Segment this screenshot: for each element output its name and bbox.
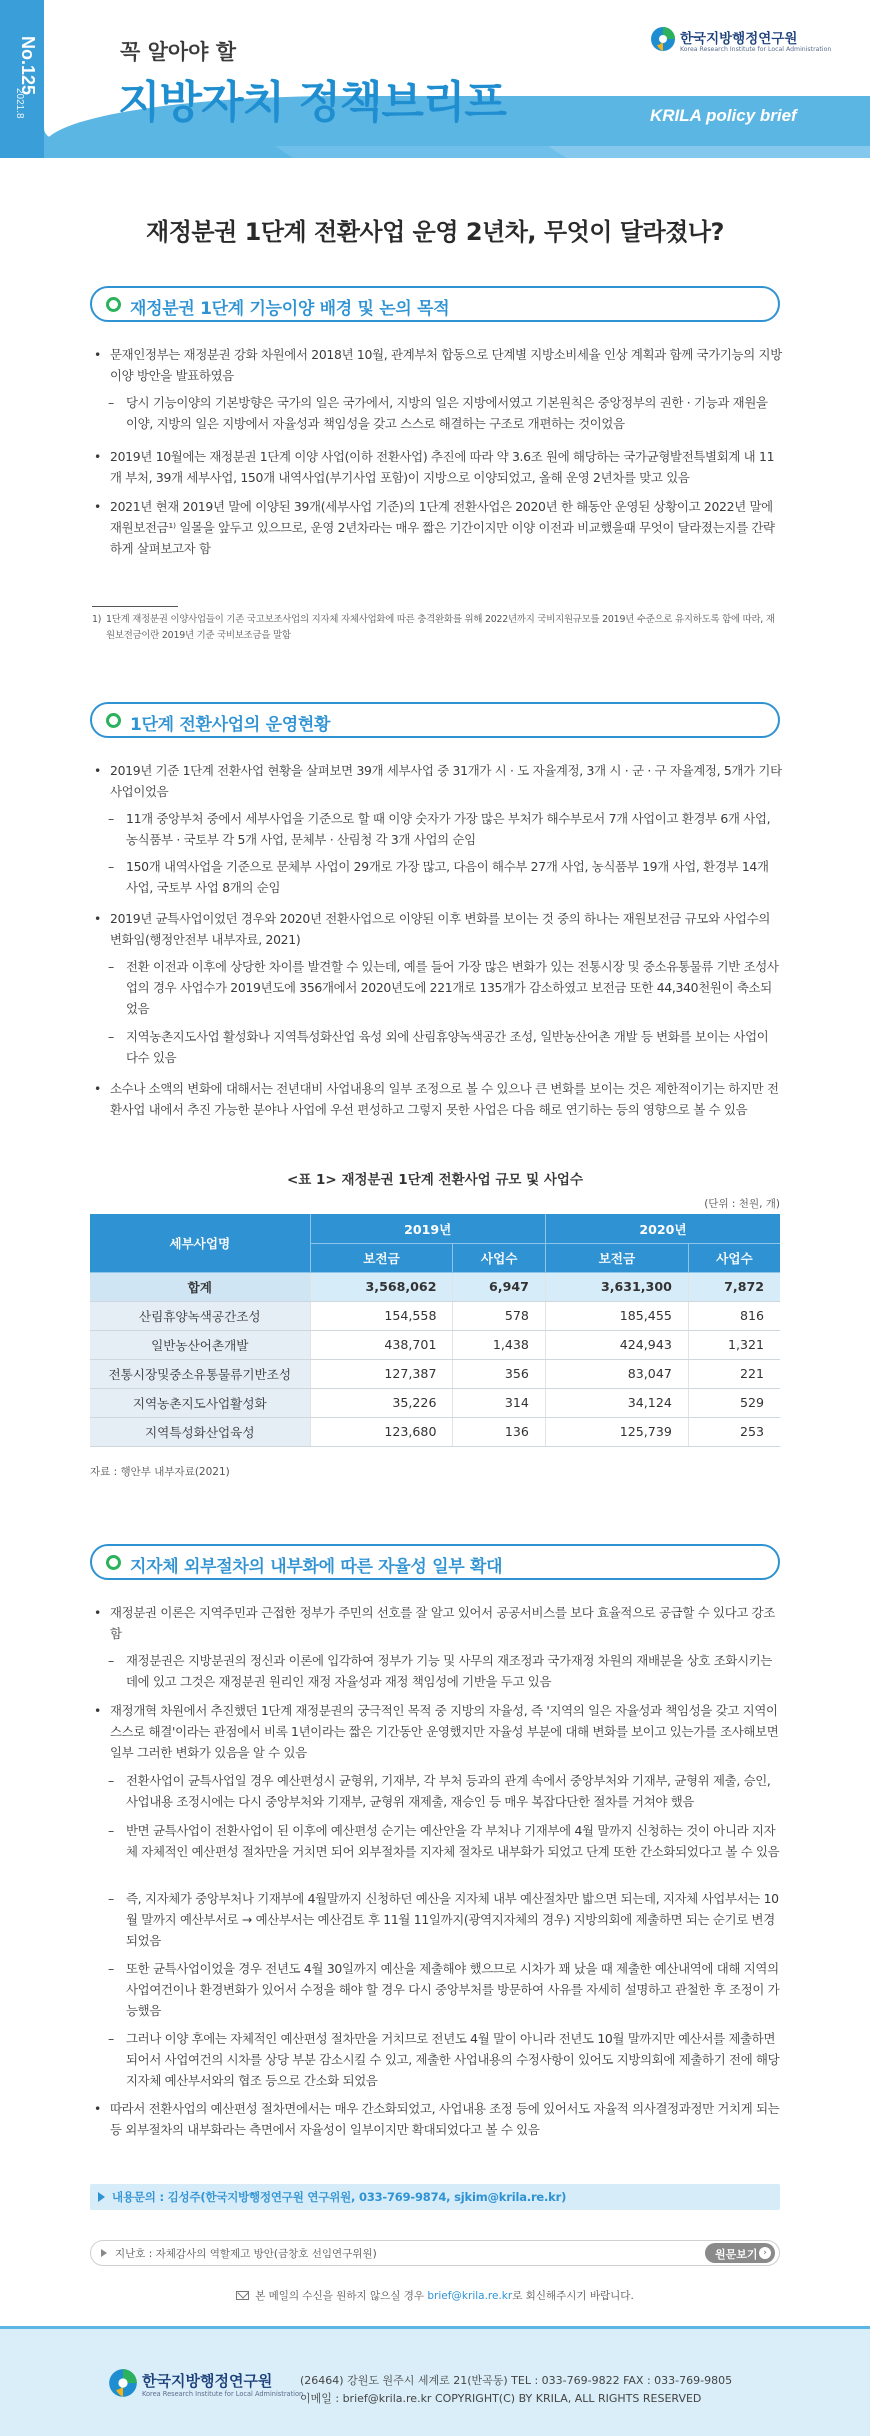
footer-address: (26464) 강원도 원주시 세계로 21(반곡동) TEL : 033-769-9822 FAX : 033-769-9805 xyxy=(300,2374,733,2387)
bullet-text: 반면 균특사업이 전환사업이 된 이후에 예산편성 순기는 예산안을 각 부처나 기재부에 4월 말까지 신청하는 것이 아니라 지자체 자체적인 예산편성 절차만을 거치면 되어 외부절차를 지자체 절차로 내부화가 되었고 단계 또한 간소화되었다고 볼 수 있음 xyxy=(126,1823,780,1859)
table-cell: 전통시장및중소유통물류기반조성 xyxy=(90,1359,310,1388)
section-heading-background xyxy=(90,1544,780,1580)
bullet-item xyxy=(92,1700,782,1763)
bullet-text: 전환 이전과 이후에 상당한 차이를 발견할 수 있는데, 예를 들어 가장 많은 변화가 있는 전통시장 및 중소유통물류 기반 조성사업의 경우 사업수가 2019년도에 356개에서 2020년도에 221개로 135개가 감소하였고 보전금 또한 44,340천원이 축소되었음 xyxy=(126,959,779,1016)
sub-bullet-item xyxy=(108,1026,780,1068)
dash-mark: – xyxy=(108,1029,114,1044)
dash-mark: – xyxy=(108,811,114,826)
table-header-cell: 사업수 xyxy=(453,1243,545,1272)
table-header-cell: 보전금 xyxy=(310,1243,453,1272)
circle-bullet-icon xyxy=(106,297,121,312)
section-heading-text: 재정분권 1단계 기능이양 배경 및 논의 목적 xyxy=(130,299,450,319)
table-cell: 일반농산어촌개발 xyxy=(90,1330,310,1359)
sub-bullet-item xyxy=(108,1820,780,1862)
policy-brief-label: KRILA policy brief xyxy=(650,106,797,125)
table-cell: 136 xyxy=(453,1417,545,1446)
table-row xyxy=(90,1301,780,1330)
section-heading-background xyxy=(90,702,780,738)
bullet-item xyxy=(92,908,782,950)
table-title: <표 1> 재정분권 1단계 전환사업 규모 및 사업수 xyxy=(286,1172,583,1188)
brand-logo xyxy=(650,24,860,64)
bullet-text: 또한 균특사업이었을 경우 전년도 4월 30일까지 예산을 제출해야 했으므로 시차가 꽤 났을 때 제출한 예산내역에 대해 지역의 사업여건이나 환경변화가 있어서 수정을 해야 할 경우 다시 중앙부처를 방문하여 사유를 자세히 설명하고 관철한 후 조정이 가능했음 xyxy=(126,1961,780,2018)
footnote-mark: 1) xyxy=(92,614,102,625)
sub-bullet-item xyxy=(108,956,780,1019)
bullet-text: 2019년 균특사업이었던 경우와 2020년 전환사업으로 이양된 이후 변화를 보이는 것 중의 하나는 재원보전금 규모와 사업수의 변화임(행정안전부 내부자료, 2021) xyxy=(110,911,771,947)
header-title: 지방자치 정책브리프 xyxy=(118,77,506,128)
previous-issue-bar[interactable] xyxy=(90,2240,780,2266)
table-header-cell: 보전금 xyxy=(545,1243,688,1272)
sub-bullet-item xyxy=(108,856,780,898)
footer-divider xyxy=(0,2326,870,2329)
issue-number: No.125 xyxy=(18,36,38,96)
bullet-text: 그러나 이양 후에는 자체적인 예산편성 절차만을 거치므로 전년도 4월 말이 아니라 전년도 10월 말까지만 예산서를 제출하면 되어서 사업여건의 시차를 상당 부분 감소시킬 수 있고, 제출한 사업내용의 수정사항이 있어도 지방의회에 제출하기 전에 해당 지자체 예산부서와의 협조 등으로 간소화 되었음 xyxy=(126,2031,780,2088)
table-cell: 314 xyxy=(453,1388,545,1417)
bullet-mark: • xyxy=(94,911,102,926)
table-cell: 127,387 xyxy=(310,1359,453,1388)
footnote-divider xyxy=(92,606,178,607)
table-cell: 185,455 xyxy=(545,1301,688,1330)
bullet-item xyxy=(92,760,782,802)
dash-mark: – xyxy=(108,1891,114,1906)
dash-mark: – xyxy=(108,959,114,974)
bullet-text: 재정분권 이론은 지역주민과 근접한 정부가 주민의 선호를 잘 알고 있어서 공공서비스를 보다 효율적으로 공급할 수 있다고 강조함 xyxy=(110,1605,776,1641)
table-cell: 253 xyxy=(688,1417,780,1446)
footer-brand-name: 한국지방행정연구원 xyxy=(142,2372,273,2390)
dash-mark: – xyxy=(108,395,114,410)
table-cell: 35,226 xyxy=(310,1388,453,1417)
krila-logo-icon xyxy=(108,2368,138,2398)
view-original-button[interactable] xyxy=(705,2243,775,2263)
bullet-item xyxy=(92,344,782,386)
table-cell: 529 xyxy=(688,1388,780,1417)
footer-email-copyright: 이메일 : brief@krila.re.kr COPYRIGHT(C) BY KRILA, ALL RIGHTS RESERVED xyxy=(300,2392,702,2405)
bullet-text: 전환사업이 균특사업일 경우 예산편성시 균형위, 기재부, 각 부처 등과의 관계 속에서 중앙부처와 기재부, 균형위 제출, 승인, 사업내용 조정시에는 다시 중앙부처와 기재부, 균형위 재제출, 재승인 등 매우 복잡다단한 절차를 거쳐야 했음 xyxy=(126,1773,771,1809)
bullet-mark: • xyxy=(94,1703,102,1718)
unsubscribe-text: 로 회신해주시기 바랍니다. xyxy=(512,2290,634,2302)
table-header-cell: 2019년 xyxy=(310,1214,545,1243)
sub-bullet-item xyxy=(108,1650,780,1692)
dash-mark: – xyxy=(108,1823,114,1838)
bullet-text: 소수나 소액의 변화에 대해서는 전년대비 사업내용의 일부 조정으로 볼 수 있으나 큰 변화를 보이는 것은 제한적이기는 하지만 전환사업 내에서 추진 가능한 분야나 사업에 우선 편성하고 그렇지 못한 사업은 다음 해로 연기하는 등의 영향으로 볼 수 있음 xyxy=(110,1081,779,1117)
table-header-cell: 세부사업명 xyxy=(90,1214,310,1272)
footnote xyxy=(92,612,782,644)
table-cell: 438,701 xyxy=(310,1330,453,1359)
bullet-text: 150개 내역사업을 기준으로 문체부 사업이 29개로 가장 많고, 다음이 해수부 27개 사업, 농식품부 19개 사업, 환경부 14개 사업, 국토부 사업 8개의 순임 xyxy=(126,859,769,895)
view-original-label: 원문보기 xyxy=(715,2248,758,2261)
envelope-icon xyxy=(236,2291,249,2300)
newsletter-header xyxy=(0,0,870,158)
circle-bullet-icon xyxy=(106,713,121,728)
krila-logo-icon xyxy=(650,26,676,52)
bullet-text: 문재인정부는 재정분권 강화 차원에서 2018년 10월, 관계부처 합동으로 단계별 지방소비세율 인상 계획과 함께 국가기능의 지방이양 방안을 발표하였음 xyxy=(110,347,782,383)
section-heading-text: 1단계 전환사업의 운영현황 xyxy=(130,715,331,735)
bullet-item xyxy=(92,1602,782,1644)
bullet-item xyxy=(92,446,782,488)
previous-issue-text[interactable]: 지난호 : 자체감사의 역할제고 방안(금창호 선임연구위원) xyxy=(115,2248,377,2260)
contact-bar xyxy=(90,2184,780,2210)
table-cell: 578 xyxy=(453,1301,545,1330)
dash-mark: – xyxy=(108,1773,114,1788)
table-header-cell: 2020년 xyxy=(545,1214,780,1243)
footer xyxy=(0,2326,870,2436)
bullet-text: 2019년 기준 1단계 전환사업 현황을 살펴보면 39개 세부사업 중 31개가 시 · 도 자율계정, 3개 시 · 군 · 구 자율계정, 5개가 기타 사업이었음 xyxy=(110,763,782,799)
brand-name: 한국지방행정연구원 xyxy=(680,31,798,47)
bullet-mark: • xyxy=(94,1605,102,1620)
sub-bullet-item xyxy=(108,808,780,850)
bullet-mark: • xyxy=(94,1081,102,1096)
chevron-right-icon: › xyxy=(759,2247,771,2259)
bullet-mark: • xyxy=(94,763,102,778)
triangle-right-icon xyxy=(98,2192,105,2202)
bullet-item xyxy=(92,2098,782,2140)
bullet-text: 당시 기능이양의 기본방향은 국가의 일은 국가에서, 지방의 일은 지방에서였고 기본원칙은 중앙정부의 권한 · 기능과 재원을 이양, 지방의 일은 지방에서 자율성과 책임성을 갖고 스스로 해결하는 구조로 개편하는 것이었음 xyxy=(126,395,768,431)
table-cell: 123,680 xyxy=(310,1417,453,1446)
sub-bullet-item xyxy=(108,1770,780,1812)
brand-english-name: Korea Research Institute for Local Administration xyxy=(680,46,832,53)
bullet-mark: • xyxy=(94,449,102,464)
table-cell: 154,558 xyxy=(310,1301,453,1330)
bullet-mark: • xyxy=(94,2101,102,2116)
header-kicker: 꼭 알아야 할 xyxy=(120,40,237,64)
bullet-item xyxy=(92,496,782,559)
sub-bullet-item xyxy=(108,1888,780,1951)
bullet-text: 따라서 전환사업의 예산편성 절차면에서는 매우 간소화되었고, 사업내용 조정 등에 있어서도 자율적 의사결정과정만 거치게 되는 등 외부절차의 내부화라는 측면에서 자율성이 일부이지만 확대되었다고 볼 수 있음 xyxy=(110,2101,780,2137)
dash-mark: – xyxy=(108,1653,114,1668)
bullet-text: 2019년 10월에는 재정분권 1단계 이양 사업(이하 전환사업) 추진에 따라 약 3.6조 원에 해당하는 국가균형발전특별회계 내 11개 부처, 39개 세부사업, 150개 내역사업(부기사업 포함)이 지방으로 이양되었고, 올해 운영 2년차를 맞고 있음 xyxy=(110,449,775,485)
table-cell: 지역농촌지도사업활성화 xyxy=(90,1388,310,1417)
table-source: 자료 : 행안부 내부자료(2021) xyxy=(90,1466,230,1478)
table-cell: 424,943 xyxy=(545,1330,688,1359)
bullet-mark: • xyxy=(94,347,102,362)
dash-mark: – xyxy=(108,1961,114,1976)
bullet-text: 지역농촌지도사업 활성화나 지역특성화산업 육성 외에 산림휴양녹색공간 조성, 일반농산어촌 개발 등 변화를 보이는 사업이 다수 있음 xyxy=(126,1029,769,1065)
table-cell: 1,438 xyxy=(453,1330,545,1359)
table-cell: 34,124 xyxy=(545,1388,688,1417)
dash-mark: – xyxy=(108,859,114,874)
bullet-text: 재정분권은 지방분권의 정신과 이론에 입각하여 정부가 기능 및 사무의 재조정과 국가재정 차원의 재배분을 상호 조화시키는 데에 있고 그것은 재정분권 원리인 재정 자율성과 재정 책임성에 기반을 두고 있음 xyxy=(126,1653,773,1689)
unsubscribe-notice xyxy=(0,2288,870,2303)
bullet-mark: • xyxy=(94,499,102,514)
table-row xyxy=(90,1330,780,1359)
table-row xyxy=(90,1359,780,1388)
bullet-text: 즉, 지자체가 중앙부처나 기재부에 4월말까지 신청하던 예산을 지자체 내부 예산절차만 밟으면 되는데, 지자체 사업부서는 10월 말까지 예산부서로 → 예산부서는 예산검토 후 11월 11일까지(광역지자체의 경우) 지방의회에 제출하면 되는 순기로 변경되었음 xyxy=(126,1891,779,1948)
article-title: 재정분권 1단계 전환사업 운영 2년차, 무엇이 달라졌나? xyxy=(146,218,724,246)
bullet-text: 2021년 현재 2019년 말에 이양된 39개(세부사업 기준)의 1단계 전환사업은 2020년 한 해동안 운영된 상황이고 2022년 말에 재원보전금¹⁾ 일몰을 앞두고 있으므로, 운영 2년차라는 매우 짧은 기간이지만 이양 이전과 비교했을때 무엇이 달라졌는지를 간략하게 살펴보고자 함 xyxy=(110,499,775,556)
issue-date: 2021.8 xyxy=(14,88,25,119)
table-cell: 지역특성화산업육성 xyxy=(90,1417,310,1446)
data-table xyxy=(90,1214,780,1447)
contact-text[interactable]: 내용문의 : 김성주(한국지방행정연구원 연구위원, 033-769-9874, sjkim@krila.re.kr) xyxy=(112,2190,567,2204)
table-row xyxy=(90,1388,780,1417)
unsubscribe-text: 본 메일의 수신을 원하지 않으실 경우 xyxy=(255,2290,428,2302)
table-unit: (단위 : 천원, 개) xyxy=(704,1198,780,1210)
bullet-item xyxy=(92,1078,782,1120)
table-header-cell: 사업수 xyxy=(688,1243,780,1272)
table-cell: 356 xyxy=(453,1359,545,1388)
table-cell: 125,739 xyxy=(545,1417,688,1446)
dash-mark: – xyxy=(108,2031,114,2046)
table-cell: 6,947 xyxy=(453,1272,545,1301)
table-cell: 합계 xyxy=(90,1272,310,1301)
table-row xyxy=(90,1417,780,1446)
table-row xyxy=(90,1272,780,1301)
table-cell: 83,047 xyxy=(545,1359,688,1388)
footnote-text: 1단계 재정분권 이양사업들이 기존 국고보조사업의 지자체 자체사업화에 따른 충격완화를 위해 2022년까지 국비지원규모를 2019년 수준으로 유지하도록 함에 따라, 재원보전금이란 2019년 기준 국비보조금을 말함 xyxy=(106,614,775,641)
section-heading-text: 지자체 외부절차의 내부화에 따른 자율성 일부 확대 xyxy=(130,1557,503,1577)
circle-bullet-icon xyxy=(106,1555,121,1570)
unsubscribe-email-link[interactable]: brief@krila.re.kr xyxy=(427,2290,513,2302)
table-cell: 산림휴양녹색공간조성 xyxy=(90,1301,310,1330)
bullet-text: 11개 중앙부처 중에서 세부사업을 기준으로 할 때 이양 숫자가 가장 많은 부처가 해수부로서 7개 사업이고 환경부 6개 사업, 농식품부 · 국토부 각 5개 사업, 문체부 · 산림청 각 3개 사업의 순임 xyxy=(126,811,771,847)
section-heading-background xyxy=(90,286,780,322)
footer-brand-english: Korea Research Institute for Local Administration xyxy=(142,2390,304,2398)
sub-bullet-item xyxy=(108,2028,780,2091)
table-cell: 816 xyxy=(688,1301,780,1330)
table-cell: 3,631,300 xyxy=(545,1272,688,1301)
table-cell: 3,568,062 xyxy=(310,1272,453,1301)
table-cell: 221 xyxy=(688,1359,780,1388)
issue-tab xyxy=(0,0,44,158)
sub-bullet-item xyxy=(108,392,780,434)
table-cell: 1,321 xyxy=(688,1330,780,1359)
triangle-right-icon xyxy=(101,2249,107,2257)
bullet-text: 재정개혁 차원에서 추진했던 1단계 재정분권의 궁극적인 목적 중 지방의 자율성, 즉 '지역의 일은 자율성과 책임성을 갖고 지역이 스스로 해결'이라는 관점에서 비록 1년이라는 짧은 기간동안 운영했지만 자율성 부분에 대해 변화를 보이고 있는가를 조사해보면 일부 그러한 변화가 있음을 알 수 있음 xyxy=(110,1703,779,1760)
sub-bullet-item xyxy=(108,1958,780,2021)
table-cell: 7,872 xyxy=(688,1272,780,1301)
